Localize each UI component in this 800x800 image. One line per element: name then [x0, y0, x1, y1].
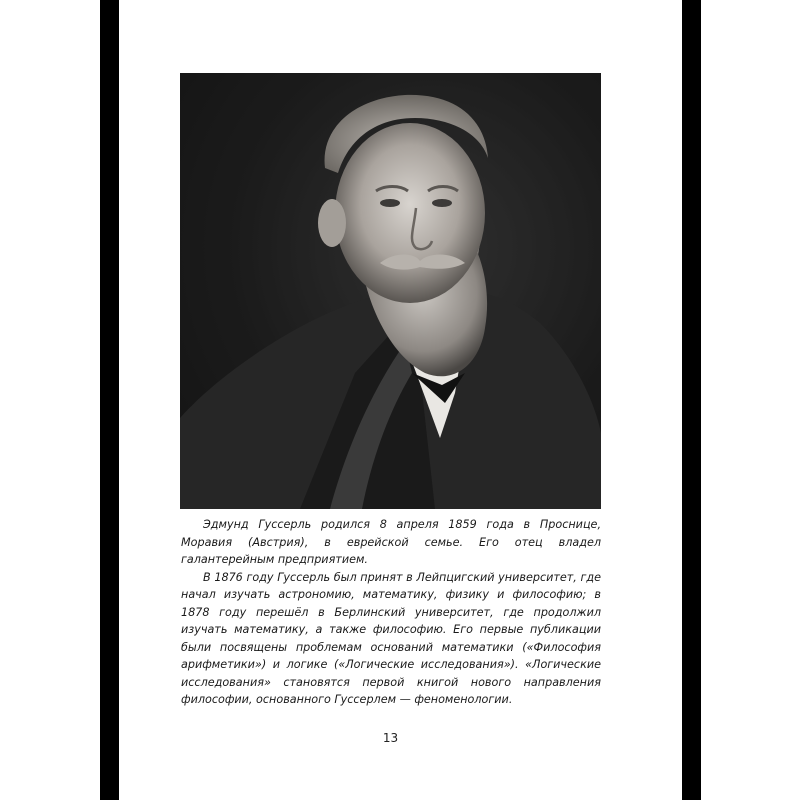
paragraph-1: Эдмунд Гуссерль родился 8 апреля 1859 года в Проснице, Моравия (Австрия), в еврейской семье. Его отец владел галантерейным предприятием.: [181, 518, 601, 566]
left-black-border: [100, 0, 119, 800]
portrait-photo: [180, 73, 601, 509]
right-black-border: [682, 0, 701, 800]
page-number: 13: [382, 731, 399, 745]
portrait-illustration: [180, 73, 601, 509]
paragraph-2: В 1876 году Гуссерль был принят в Лейпцигский университет, где начал изучать астрономию, математику, физику и философию; в 1878 году перешёл в Берлинский университет, где продолжил изучать математику, а также философию. Его первые публикации были посвящены проблемам оснований математики («Философия арифметики») и логике («Логические исследования»). «Логические исследования» становятся первой книгой нового направления философии, основанного Гуссерлем — феноменологии.: [181, 570, 601, 706]
book-page: [119, 0, 682, 800]
body-text: [181, 516, 601, 709]
